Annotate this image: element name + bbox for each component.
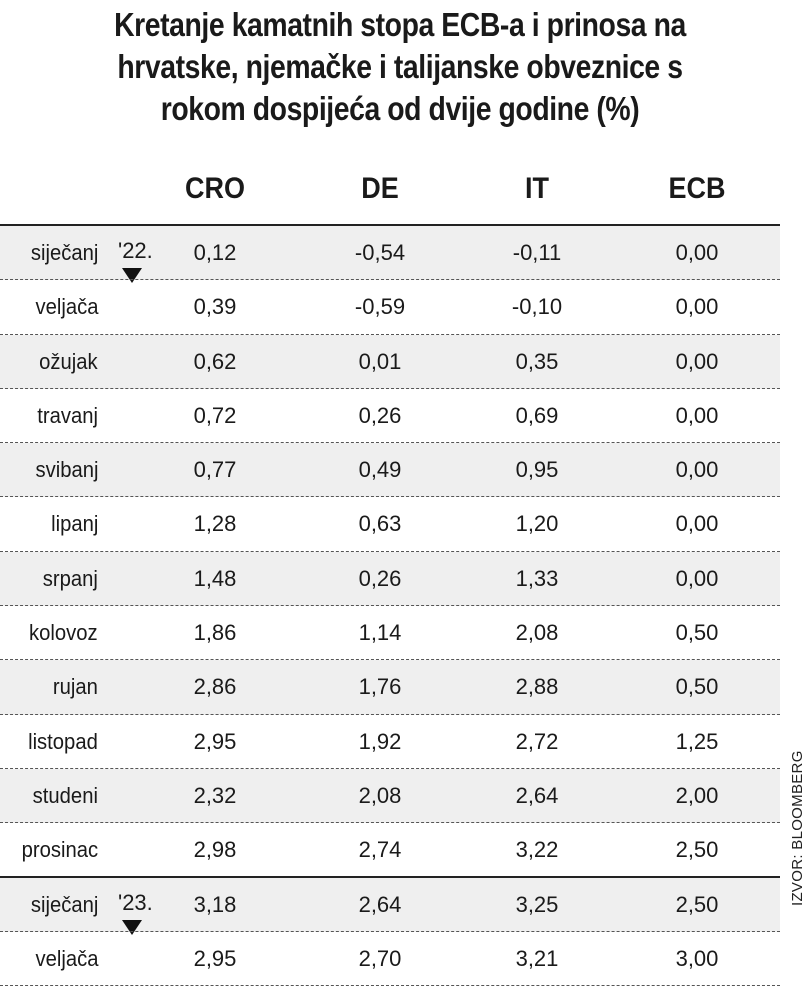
month-label: lipanj [50,511,98,537]
cell-cro: 0,12 [193,240,237,265]
cell-ecb: 0,00 [675,348,719,374]
table-row [0,606,780,660]
table-row [0,552,780,606]
month-label: veljača [34,945,98,971]
cell-it: 2,72 [515,728,559,754]
cell-de: 1,76 [358,674,402,700]
cell-ecb: 0,00 [675,511,719,537]
title-line-1: Kretanje kamatnih stopa ECB-a i prinosa na [114,6,686,43]
cell-de: 1,92 [358,728,402,754]
table-row [0,497,780,551]
table-row [0,443,780,497]
cell-de: 0,49 [358,457,402,483]
cell-de: 0,63 [358,511,402,537]
cell-de: 0,01 [358,348,402,374]
title-line-3: rokom dospijeća od dvije godine (%) [160,90,640,127]
month-label: veljača [34,294,98,320]
cell-cro: 2,98 [193,837,237,863]
cell-it: 3,25 [515,891,559,917]
cell-de: 2,74 [358,837,402,863]
chart-title [56,4,744,130]
title-line-2: hrvatske, njemačke i talijanske obveznice s [117,48,683,85]
cell-de: 2,70 [358,945,402,971]
cell-de: -0,59 [354,294,406,320]
cell-ecb: 0,00 [675,294,719,320]
year-label: '22. [118,238,153,263]
cell-cro: 1,28 [193,511,237,537]
cell-ecb: 3,00 [675,945,719,971]
column-header-it: IT [524,172,550,205]
cell-it: 0,69 [515,402,559,428]
cell-ecb: 0,00 [675,457,719,483]
month-label: kolovoz [29,620,98,646]
month-label: siječanj [30,891,98,917]
cell-de: 0,26 [358,565,402,591]
cell-it: 2,88 [515,674,559,700]
cell-cro: 3,18 [193,891,237,917]
column-header-ecb: ECB [668,172,726,205]
cell-cro: 0,39 [193,294,237,320]
cell-ecb: 0,00 [675,240,719,265]
cell-ecb: 0,00 [675,402,719,428]
cell-cro: 0,62 [193,348,237,374]
cell-it: 2,08 [515,620,559,646]
month-label: prosinac [21,837,98,863]
table-row [0,769,780,823]
table-row [0,715,780,769]
table-row [0,932,780,986]
cell-ecb: 2,50 [675,891,719,917]
cell-cro: 0,72 [193,402,237,428]
cell-de: 2,08 [358,782,402,808]
column-header-cro: CRO [184,172,246,205]
column-header-de: DE [361,172,399,205]
month-label: rujan [52,674,98,700]
cell-de: 1,14 [358,620,402,646]
month-label: srpanj [42,565,98,591]
cell-cro: 0,77 [193,457,237,483]
table-row [0,823,780,877]
table-row [0,335,780,389]
column-header-row [0,160,780,220]
cell-it: 2,64 [515,782,559,808]
cell-ecb: 1,25 [675,728,719,754]
cell-ecb: 0,00 [675,565,719,591]
cell-cro: 2,95 [193,728,237,754]
data-table [0,226,780,986]
month-label: listopad [28,728,98,754]
cell-it: 0,95 [515,457,559,483]
month-label: studeni [32,782,98,808]
source-label: IZVOR: BLOOMBERG [789,750,806,906]
cell-cro: 2,32 [193,782,237,808]
table-row [0,389,780,443]
cell-cro: 2,86 [193,674,237,700]
cell-ecb: 0,50 [675,620,719,646]
cell-it: -0,10 [511,294,563,320]
month-label: ožujak [39,348,98,374]
cell-cro: 1,48 [193,565,237,591]
cell-ecb: 0,50 [675,674,719,700]
cell-it: 3,22 [515,837,559,863]
month-label: svibanj [34,457,98,483]
cell-ecb: 2,50 [675,837,719,863]
cell-it: 0,35 [515,348,559,374]
cell-cro: 1,86 [193,620,237,646]
table-row [0,878,780,932]
cell-it: 1,20 [515,511,559,537]
cell-ecb: 2,00 [675,782,719,808]
cell-it: -0,11 [512,240,562,265]
cell-de: 2,64 [358,891,402,917]
table-row [0,660,780,714]
cell-it: 1,33 [515,565,559,591]
cell-cro: 2,95 [193,945,237,971]
cell-de: -0,54 [354,240,406,265]
year-label: '23. [118,889,153,915]
cell-de: 0,26 [358,402,402,428]
table-row [0,226,780,280]
cell-it: 3,21 [515,945,559,971]
table-row [0,280,780,334]
month-label: travanj [37,402,98,428]
month-label: siječanj [30,240,98,265]
